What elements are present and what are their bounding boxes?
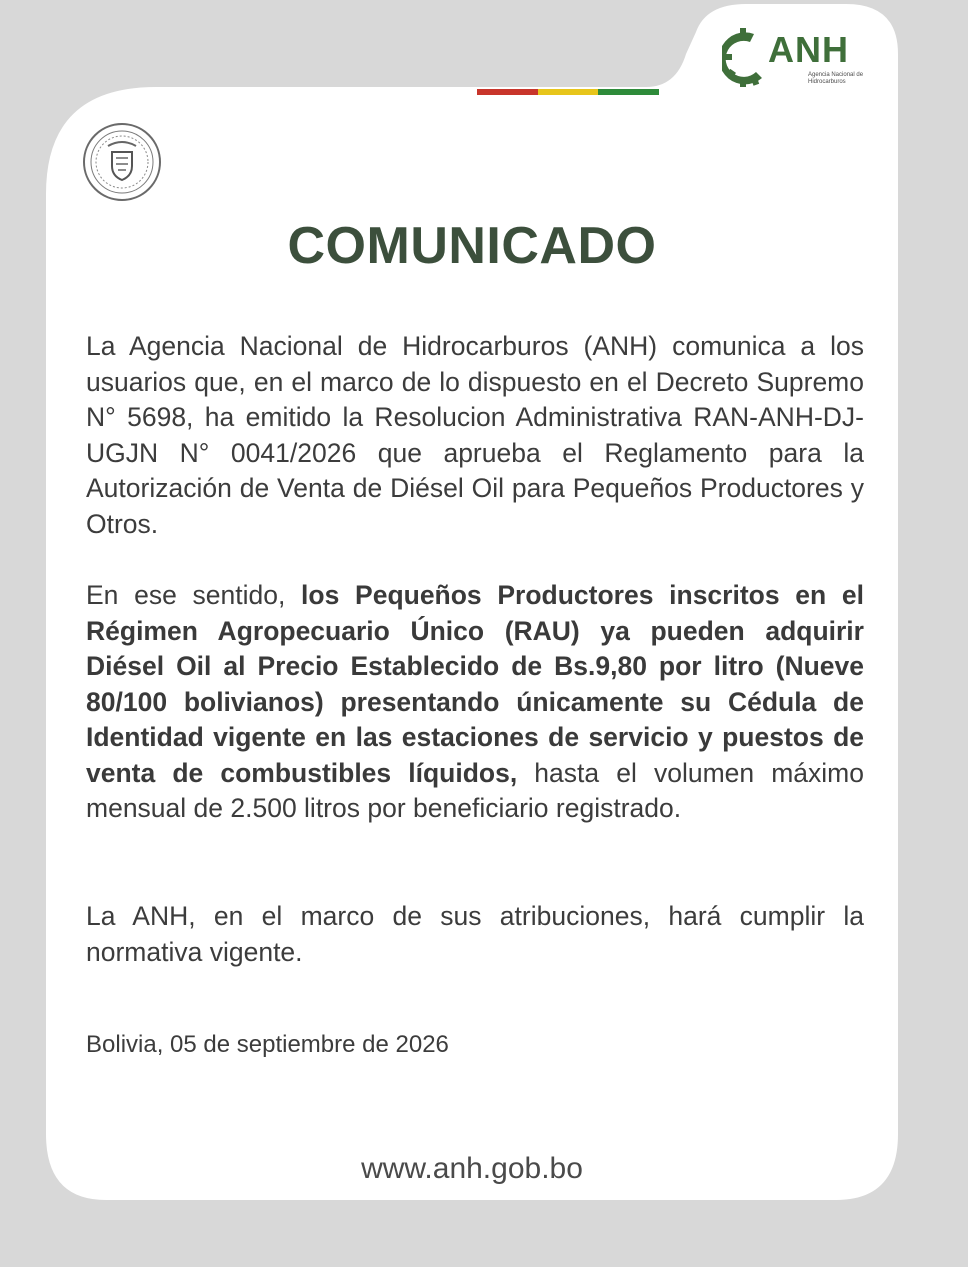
gear-icon [722,26,768,90]
communique-card [46,4,898,1200]
paragraph-details-intro: En ese sentido, [86,580,302,610]
paragraph-details-bold: los Pequeños Productores inscritos en el Régimen Agropecuario Único (RAU) ya pueden adquirir Diésel Oil al Precio Establecido de Bs.9,80 por litro (Nueve 80/100 bolivianos) presentando únicamente su Cédula de Identidad vigente en las estaciones de servicio y puestos de venta de combustibles líquidos, [86,580,865,788]
paragraph-closing: La ANH, en el marco de sus atribuciones, hará cumplir la normativa vigente. [86,901,864,967]
logo-text: ANH [768,29,849,70]
logo-subtitle: Agencia Nacional de Hidrocarburos [808,72,864,85]
paragraph-details-end: hasta el volumen máximo mensual de 2.500 litros por beneficiario registrado. [86,757,864,823]
anh-logo [722,24,882,96]
paragraph-details [86,578,864,827]
coat-of-arms-seal-icon [82,122,162,202]
website-link[interactable]: www.anh.gob.bo [361,1152,583,1185]
document-date: Bolivia, 05 de septiembre de 2026 [86,1031,449,1058]
page-title: COMUNICADO [287,217,657,275]
flag-stripe [477,89,659,95]
paragraph-intro: La Agencia Nacional de Hidrocarburos (ANH) comunica a los usuarios que, en el marco de lo dispuesto en el Decreto Supremo N° 5698, ha emitido la Resolucion Administrativa RAN-ANH-DJ-UGJN N° 0041/2026 que aprueba el Reglamento para la Autorización de Venta de Diésel Oil para Pequeños Productores y Otros. [86,331,864,539]
